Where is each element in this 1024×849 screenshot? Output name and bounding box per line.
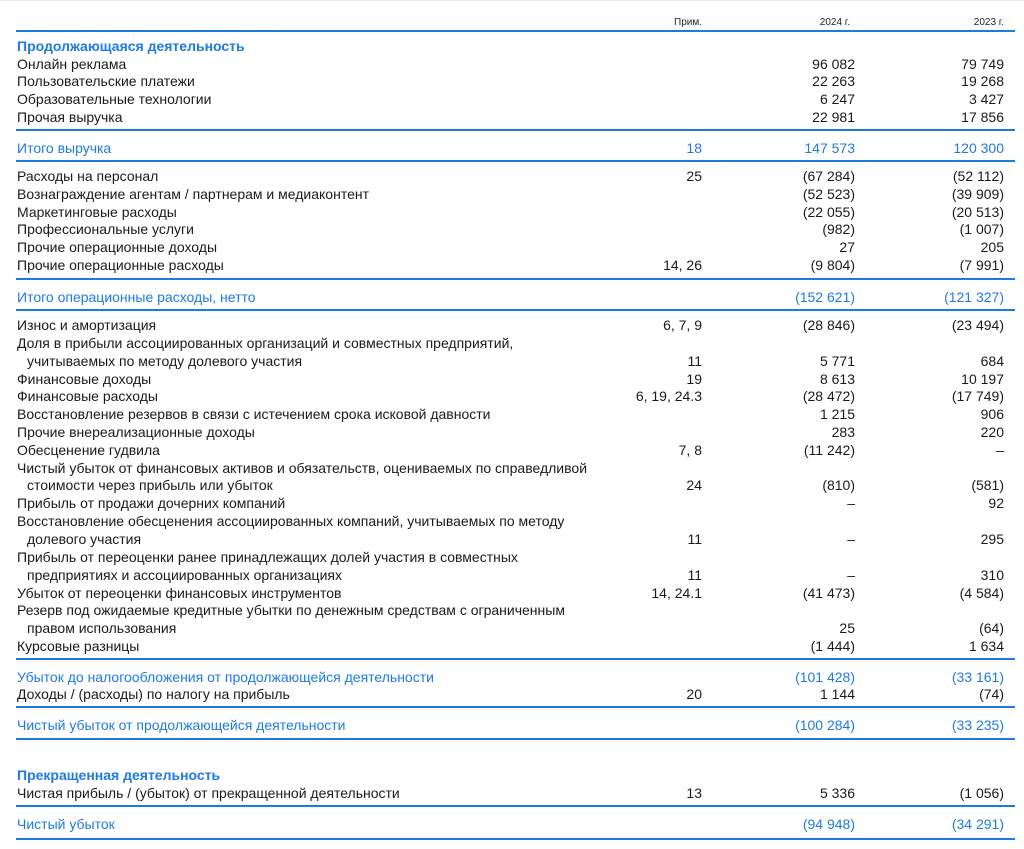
row-note: 14, 24.1 [651,585,702,601]
row-label: правом использования [27,620,177,636]
row-note: 14, 26 [663,257,702,273]
row-value-2024: 8 613 [819,371,855,387]
section-rule [16,129,1015,131]
row-value-2023: (17 749) [951,388,1004,404]
row-value-2024: – [847,495,855,511]
row-label: Прекращенная деятельность [17,767,221,783]
row-label: стоимости через прибыль или убыток [27,477,273,493]
row-value-2023: 10 197 [961,371,1004,387]
row-value-2024: 96 082 [812,56,855,72]
row-label: Итого операционные расходы, нетто [17,289,256,305]
row-note: 6, 19, 24.3 [635,388,702,404]
row-value-2023: (1 056) [959,785,1004,801]
row-value-2023: (4 584) [959,585,1004,601]
row-value-2023: (1 007) [959,221,1004,237]
year-2024-column-header: 2024 г. [819,17,850,28]
row-value-2024: (94 948) [802,816,855,832]
row-value-2023: 310 [980,567,1004,583]
row-value-2024: (28 472) [802,388,855,404]
table-row [0,685,1024,703]
table-row [0,548,1024,566]
row-label: Профессиональные услуги [17,221,194,237]
row-label: Убыток от переоценки финансовых инструментов [17,585,342,601]
column-header [0,17,1024,29]
section-rule [16,278,1015,280]
row-label: Расходы на персонал [17,168,159,184]
row-value-2023: (23 494) [951,317,1004,333]
bottom-rule [16,838,1015,840]
table-row [0,370,1024,388]
section-rule [16,706,1015,708]
row-value-2024: (982) [822,221,855,237]
table-row [0,494,1024,512]
table-row [0,530,1024,548]
row-label: Убыток до налогообложения от продолжающейся деятельности [17,669,434,685]
row-value-2024: 22 263 [812,73,855,89]
row-value-2023: 120 300 [953,140,1004,156]
table-row [0,459,1024,477]
table-row [0,441,1024,459]
row-label: Прочие операционные расходы [17,257,224,273]
section-rule [16,160,1015,162]
row-value-2023: 19 268 [961,73,1004,89]
row-label: Вознаграждение агентам / партнерам и медиаконтент [17,186,370,202]
row-label: предприятиях и ассоциированных организациях [27,567,342,583]
table-row [0,108,1024,126]
table-row [0,637,1024,655]
row-label: Прочие внереализационные доходы [17,424,255,440]
total-row-net-loss-continuing [0,716,1024,734]
row-value-2023: (121 327) [944,289,1004,305]
row-label: Маркетинговые расходы [17,204,177,220]
row-note: 7, 8 [678,442,702,458]
section-heading-continuing [0,37,1024,55]
row-value-2023: (74) [979,686,1004,702]
row-value-2023: (64) [979,620,1004,636]
total-row-operating-expenses [0,288,1024,306]
row-value-2023: 220 [980,424,1004,440]
row-note: 20 [686,686,702,702]
table-row [0,72,1024,90]
table-row [0,316,1024,334]
row-value-2023: (7 991) [959,257,1004,273]
row-value-2024: (67 284) [802,168,855,184]
row-label: Прочая выручка [17,109,123,125]
table-row [0,601,1024,619]
row-note: 11 [687,567,702,583]
table-row [0,584,1024,602]
row-label: Восстановление резервов в связи с истечением срока исковой давности [17,406,491,422]
row-value-2023: (52 112) [952,168,1004,184]
row-value-2024: (101 428) [795,669,855,685]
row-value-2024: 283 [831,424,855,440]
row-label: Прочие операционные доходы [17,239,218,255]
row-value-2024: 25 [839,620,855,636]
row-label: Прибыль от продажи дочерних компаний [17,495,286,511]
table-row [0,405,1024,423]
row-value-2023: 92 [988,495,1004,511]
table-row [0,423,1024,441]
row-label: Обесценение гудвила [17,442,160,458]
row-note: 6, 7, 9 [663,317,702,333]
row-label: Итого выручка [17,140,112,156]
row-label: Резерв под ожидаемые кредитные убытки по денежным средствам с ограниченным [17,602,565,618]
total-row-revenue [0,139,1024,157]
table-row [0,167,1024,185]
row-label: Онлайн реклама [17,56,127,72]
row-value-2024: 22 981 [812,109,855,125]
row-value-2024: (11 242) [803,442,855,458]
table-row [0,784,1024,802]
table-row [0,55,1024,73]
row-value-2023: (34 291) [951,816,1004,832]
note-column-header: Прим. [674,17,702,28]
table-row [0,256,1024,274]
row-label: учитываемых по методу долевого участия [27,353,303,369]
row-label: Финансовые расходы [17,388,158,404]
table-row [0,185,1024,203]
table-row [0,512,1024,530]
row-label: Финансовые доходы [17,371,152,387]
total-row-loss-before-tax [0,668,1024,686]
row-label: Образовательные технологии [17,91,212,107]
row-label: Чистый убыток от продолжающейся деятельности [17,717,346,733]
row-note: 18 [686,140,702,156]
row-value-2023: 1 634 [968,638,1004,654]
row-label: долевого участия [27,531,142,547]
row-value-2024: 27 [839,239,855,255]
section-heading-discontinued [0,766,1024,784]
row-value-2023: 17 856 [961,109,1004,125]
row-label: Чистая прибыль / (убыток) от прекращенной деятельности [17,785,400,801]
row-value-2023: (39 909) [951,186,1004,202]
row-value-2023: 205 [980,239,1004,255]
row-value-2024: 5 771 [819,353,855,369]
row-value-2024: (52 523) [802,186,855,202]
row-value-2024: 147 573 [804,140,855,156]
section-rule [16,309,1015,311]
table-row [0,220,1024,238]
row-value-2023: 906 [980,406,1004,422]
section-rule [16,658,1015,660]
row-value-2024: – [847,531,855,547]
row-value-2024: 1 144 [819,686,855,702]
row-label: Доходы / (расходы) по налогу на прибыль [17,686,290,702]
table-row [0,476,1024,494]
row-value-2024: 5 336 [819,785,855,801]
row-note: 24 [686,477,702,493]
year-2023-column-header: 2023 г. [973,17,1004,28]
table-row [0,203,1024,221]
row-value-2023: 79 749 [961,56,1004,72]
row-label: Прибыль от переоценки ранее принадлежащих долей участия в совместных [17,549,518,565]
row-value-2024: (810) [822,477,855,493]
row-note: 25 [686,168,702,184]
section-rule [16,738,1015,740]
row-value-2024: (9 804) [810,257,855,273]
table-row [0,238,1024,256]
row-value-2023: (20 513) [951,204,1004,220]
top-border [0,0,1024,1]
table-row [0,387,1024,405]
row-value-2024: 1 215 [819,406,855,422]
row-value-2024: (28 846) [802,317,855,333]
row-note: 13 [686,785,702,801]
header-rule [16,30,1015,32]
row-value-2024: (100 284) [795,717,855,733]
row-note: 11 [687,531,702,547]
row-note: 19 [686,371,702,387]
row-label: Чистый убыток от финансовых активов и обязательств, оцениваемых по справедливой [17,460,588,476]
row-value-2023: 684 [980,353,1004,369]
table-row [0,334,1024,352]
row-label: Курсовые разницы [17,638,140,654]
row-value-2023: 295 [980,531,1004,547]
row-value-2024: (22 055) [802,204,855,220]
row-value-2024: – [847,567,855,583]
table-row [0,90,1024,108]
row-label: Продолжающаяся деятельность [17,38,245,54]
row-value-2024: (41 473) [802,585,855,601]
row-value-2024: 6 247 [819,91,855,107]
row-value-2023: (33 161) [951,669,1004,685]
row-value-2023: (33 235) [951,717,1004,733]
total-row-net-loss [0,815,1024,833]
section-rule [16,805,1015,807]
row-label: Чистый убыток [17,816,115,832]
table-row [0,566,1024,584]
row-value-2024: (1 444) [810,638,855,654]
row-note: 11 [687,353,702,369]
row-value-2023: (581) [971,477,1004,493]
row-value-2023: 3 427 [968,91,1004,107]
table-row [0,619,1024,637]
row-label: Восстановление обесценения ассоциированных компаний, учитываемых по методу [17,513,565,529]
row-label: Доля в прибыли ассоциированных организаций и совместных предприятий, [17,335,514,351]
row-value-2023: – [996,442,1004,458]
row-label: Пользовательские платежи [17,73,195,89]
row-value-2024: (152 621) [795,289,855,305]
table-row [0,352,1024,370]
row-label: Износ и амортизация [17,317,157,333]
